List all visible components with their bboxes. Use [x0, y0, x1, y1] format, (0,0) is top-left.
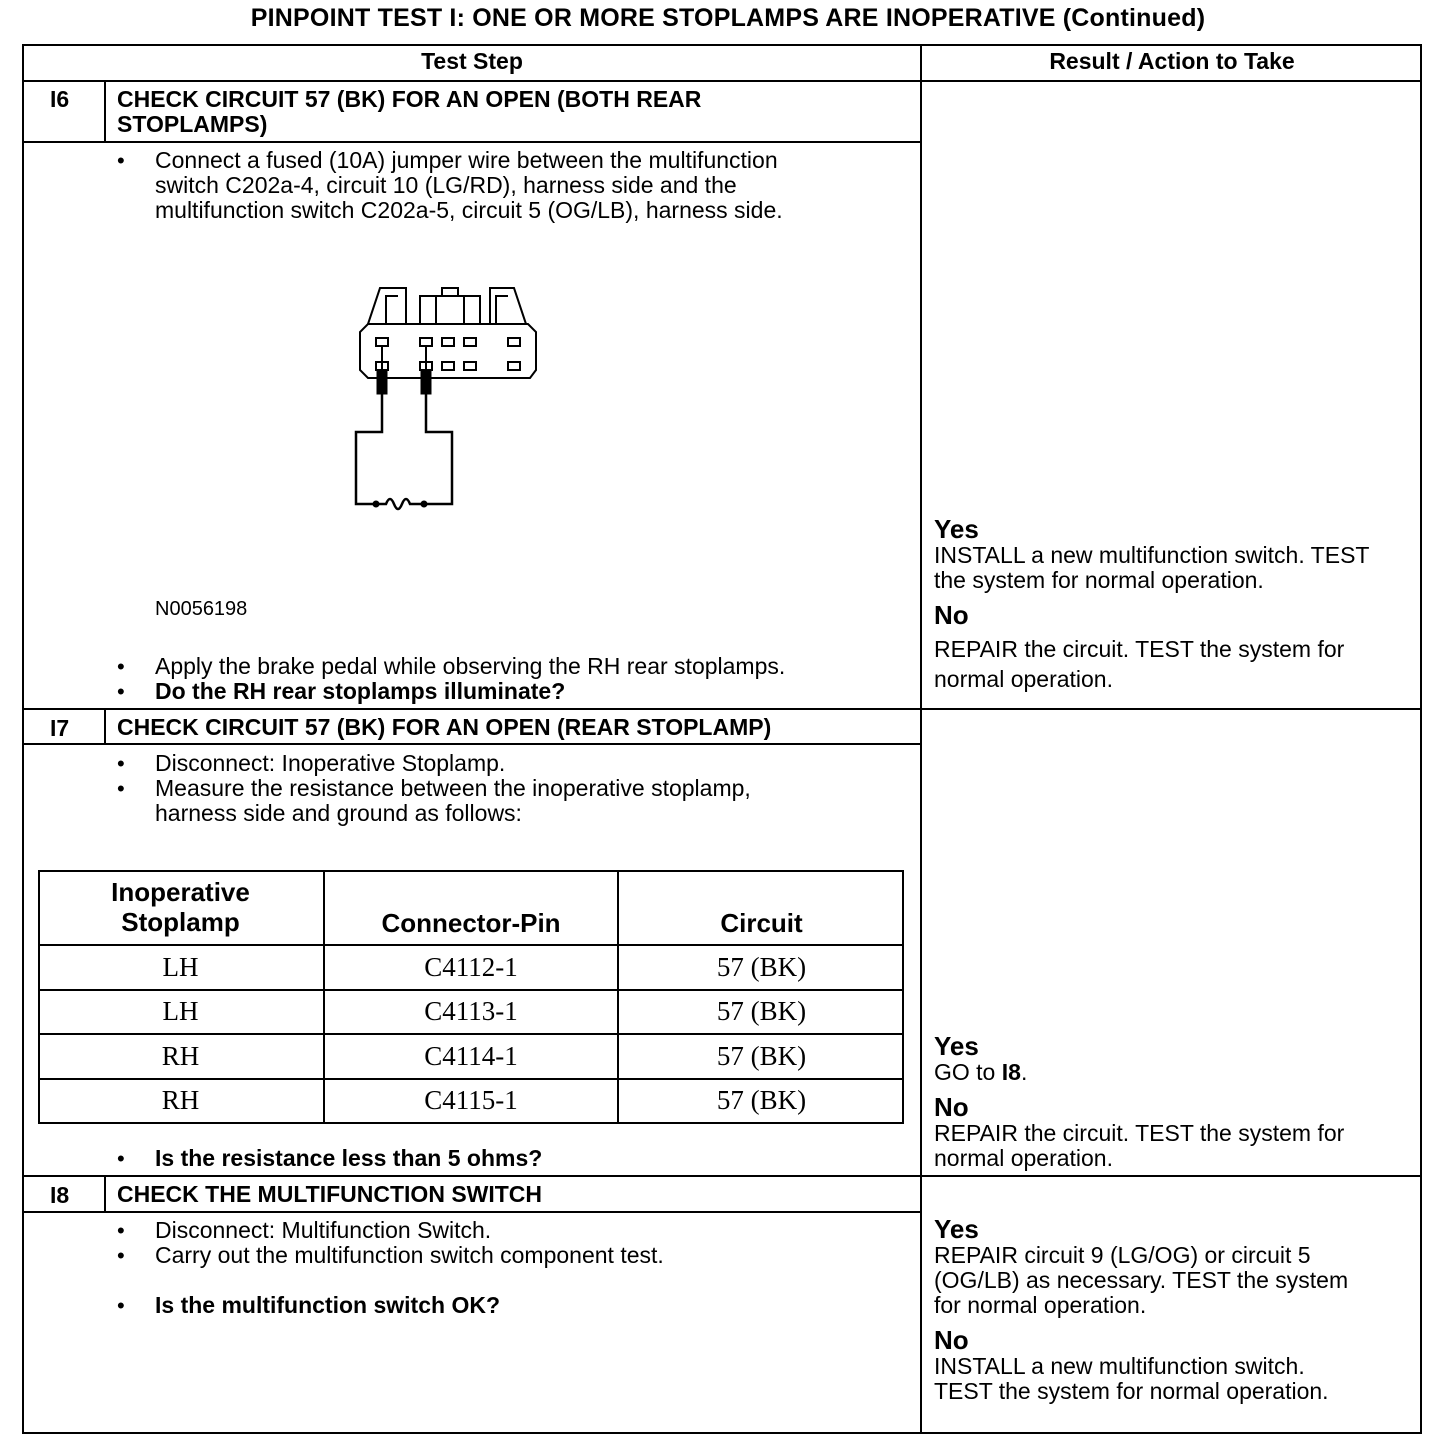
table-cell: RH	[161, 1085, 200, 1115]
bullet-icon: •	[117, 1218, 125, 1243]
step-title: CHECK THE MULTIFUNCTION SWITCH	[117, 1181, 543, 1207]
step-title: CHECK CIRCUIT 57 (BK) FOR AN OPEN (REAR STOPLAMP)	[117, 714, 772, 740]
connector-jumper-diagram	[350, 282, 550, 522]
header-test-step: Test Step	[421, 48, 523, 74]
instruction-text: Connect a fused (10A) jumper wire between the multifunction switch C202a-4, circuit 10 (LG/RD), harness side and the multifunction switch C202a-5, circuit 5 (OG/LB), harness side.	[155, 147, 783, 223]
step-id: I8	[50, 1182, 70, 1208]
yes-action: GO to I8.	[934, 1059, 1028, 1085]
table-cell: C4114-1	[424, 1041, 518, 1071]
instruction-text: Disconnect: Multifunction Switch.	[155, 1217, 492, 1243]
table-row-divider	[38, 989, 904, 991]
step-id-divider	[104, 1175, 106, 1213]
figure-id: N0056198	[155, 598, 248, 620]
table-header: Connector-Pin	[381, 908, 561, 938]
step-title-divider	[22, 743, 922, 745]
yes-action: REPAIR circuit 9 (LG/OG) or circuit 5 (OG/LB) as necessary. TEST the system for normal operation.	[934, 1242, 1349, 1318]
table-header: Circuit	[720, 908, 803, 938]
step-divider	[22, 1175, 1422, 1177]
bullet-icon: •	[117, 1146, 125, 1171]
instruction-text: Apply the brake pedal while observing the RH rear stoplamps.	[155, 653, 786, 679]
column-divider	[920, 44, 922, 1434]
table-cell: 57 (BK)	[716, 952, 807, 982]
no-action: REPAIR the circuit. TEST the system for normal operation.	[934, 636, 1345, 692]
no-label: No	[934, 1092, 969, 1122]
table-cell: LH	[162, 996, 199, 1026]
bullet-icon: •	[117, 679, 125, 704]
step-id-divider	[104, 80, 106, 142]
question-text: Do the RH rear stoplamps illuminate?	[155, 678, 566, 704]
bullet-icon: •	[117, 751, 125, 776]
table-cell: 57 (BK)	[716, 996, 807, 1026]
table-cell: C4113-1	[424, 996, 518, 1026]
no-label: No	[934, 600, 969, 630]
question-text: Is the multifunction switch OK?	[155, 1292, 500, 1318]
table-cell: 57 (BK)	[716, 1041, 807, 1071]
header-divider	[22, 80, 1422, 82]
step-id: I6	[50, 86, 70, 112]
table-cell: C4112-1	[424, 952, 518, 982]
page-title: PINPOINT TEST I: ONE OR MORE STOPLAMPS ARE INOPERATIVE (Continued)	[250, 4, 1206, 32]
table-header: Inoperative Stoplamp	[111, 877, 250, 937]
step-divider	[22, 708, 1422, 710]
table-cell: 57 (BK)	[716, 1085, 807, 1115]
no-label: No	[934, 1325, 969, 1355]
step-reference: I8	[1001, 1059, 1021, 1085]
bullet-icon: •	[117, 1243, 125, 1268]
bullet-icon: •	[117, 654, 125, 679]
no-action: INSTALL a new multifunction switch. TEST the system for normal operation.	[934, 1353, 1329, 1404]
instruction-text: Disconnect: Inoperative Stoplamp.	[155, 750, 506, 776]
step-id: I7	[50, 715, 70, 741]
header-result: Result / Action to Take	[1049, 48, 1295, 74]
step-id-divider	[104, 708, 106, 745]
yes-label: Yes	[934, 514, 979, 544]
instruction-text: Measure the resistance between the inoperative stoplamp, harness side and ground as follows:	[155, 775, 751, 826]
yes-label: Yes	[934, 1214, 979, 1244]
instruction-text: Carry out the multifunction switch component test.	[155, 1242, 664, 1268]
table-cell: LH	[162, 952, 199, 982]
table-row-divider	[38, 1033, 904, 1035]
bullet-icon: •	[117, 1293, 125, 1318]
table-cell: RH	[161, 1041, 200, 1071]
step-title-divider	[22, 1211, 922, 1213]
bullet-icon: •	[117, 776, 125, 801]
question-text: Is the resistance less than 5 ohms?	[155, 1145, 543, 1171]
step-title-divider	[22, 141, 922, 143]
yes-label: Yes	[934, 1031, 979, 1061]
no-action: REPAIR the circuit. TEST the system for normal operation.	[934, 1120, 1345, 1171]
yes-action: INSTALL a new multifunction switch. TEST the system for normal operation.	[934, 542, 1370, 593]
table-row-divider	[38, 944, 904, 946]
bullet-icon: •	[117, 148, 125, 173]
table-row-divider	[38, 1078, 904, 1080]
table-cell: C4115-1	[424, 1085, 518, 1115]
step-title: CHECK CIRCUIT 57 (BK) FOR AN OPEN (BOTH REAR STOPLAMPS)	[117, 86, 702, 137]
